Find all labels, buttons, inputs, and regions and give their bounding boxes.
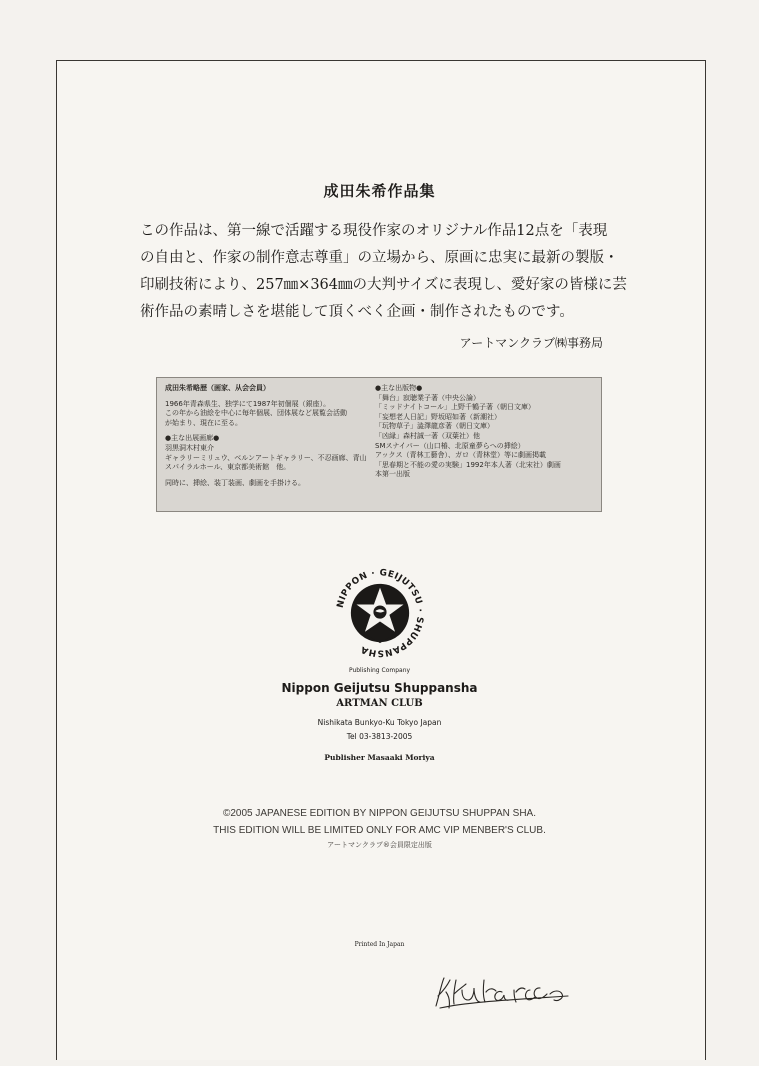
- galleries-heading: ●主な出展画廊●: [165, 434, 220, 443]
- intro-line: 術作品の素晴しさを堪能して頂くべく企画・制作されたものです。: [140, 304, 574, 320]
- biography-heading: 成田朱希略歴（画家、从会会員）: [165, 384, 270, 392]
- page-border: [56, 60, 706, 1060]
- publisher-address: Nishikata Bunkyo-Ku Tokyo Japan: [317, 718, 442, 727]
- publication-line: アックス（青林工藝舎）、ガロ（青林堂）等に劇画掲載: [375, 451, 546, 460]
- publication-line: 「思春期と不能の愛の実験」1992年本人著（北宋社）劇画: [375, 460, 561, 469]
- artist-profile-box: [156, 377, 602, 512]
- collection-title: 成田朱希作品集: [323, 182, 436, 200]
- publication-line: SMスナイパー（山口椿、北原童夢らへの挿絵）: [375, 441, 525, 450]
- publication-line: 「玩物草子」澁澤龍彦著（朝日文庫）: [375, 422, 494, 431]
- closing-note: 同時に、挿絵、装丁装画、劇画を手掛ける。: [165, 478, 305, 487]
- publisher-tel: Tel 03-3813-2005: [346, 732, 413, 741]
- biography-line: 1966年青森県生、独学にて1987年初個展（銀座）。: [165, 399, 331, 408]
- gallery-line: スパイラルホール、東京都美術館 他。: [165, 463, 291, 472]
- handwritten-signature: [428, 970, 578, 1012]
- edition-limit-line: THIS EDITION WILL BE LIMITED ONLY FOR AMC VIP MENBER'S CLUB.: [213, 825, 546, 836]
- copyright-line: ©2005 JAPANESE EDITION BY NIPPON GEIJUTSU SHUPPAN SHA.: [222, 808, 536, 819]
- publication-line: 「凶縁」森村誠一著（双葉社）他: [375, 431, 480, 440]
- gallery-line: 羽黒洞木村東介: [165, 443, 214, 452]
- publisher-emblem-logo: [333, 566, 427, 660]
- intro-paragraph: [140, 218, 627, 326]
- intro-line: の自由と、作家の制作意志尊重」の立場から、原画に忠実に最新の製版・: [140, 250, 619, 266]
- profile-right-column: [375, 384, 597, 480]
- publication-line: 「舞台」寂聴業子著（中央公論）: [375, 393, 480, 402]
- emblem-ring-text: NIPPON · GEIJUTSU · SHUPPANSHA: [335, 568, 425, 658]
- publisher-name: Nippon Geijutsu Shuppansha: [281, 681, 478, 695]
- intro-line: この作品は、第一線で活躍する現役作家のオリジナル作品12点を「表現: [140, 223, 608, 239]
- biography-line: が始まり、現在に至る。: [165, 418, 242, 427]
- publication-line: 「ミッドナイトコール」上野千鶴子著（朝日文庫）: [375, 403, 535, 412]
- gallery-line: ギャラリーミリュウ、ベルンアートギャラリー、不忍画廊、青山: [165, 453, 367, 462]
- profile-left-column: [165, 384, 385, 488]
- publications-heading: ●主な出版物●: [375, 384, 423, 392]
- artman-club: ARTMAN CLUB: [336, 698, 423, 709]
- printed-in-japan: Printed In Japan: [354, 941, 405, 948]
- club-office: アートマンクラブ㈱事務局: [459, 336, 603, 350]
- publisher-person: Publisher Masaaki Moriya: [324, 753, 435, 762]
- publishing-company-label: Publishing Company: [348, 667, 411, 674]
- intro-line: 印刷技術により、257㎜×364㎜の大判サイズに表現し、愛好家の皆様に芸: [140, 277, 627, 293]
- biography-line: この年から油絵を中心に毎年個展、団体展など展覧会活動: [165, 409, 347, 418]
- member-edition-line: アートマンクラブ®会員限定出版: [327, 841, 432, 849]
- publication-line: 「妄想老人日記」野坂昭如著（新潮社）: [375, 412, 501, 421]
- publication-line: 本第一出版: [375, 470, 410, 479]
